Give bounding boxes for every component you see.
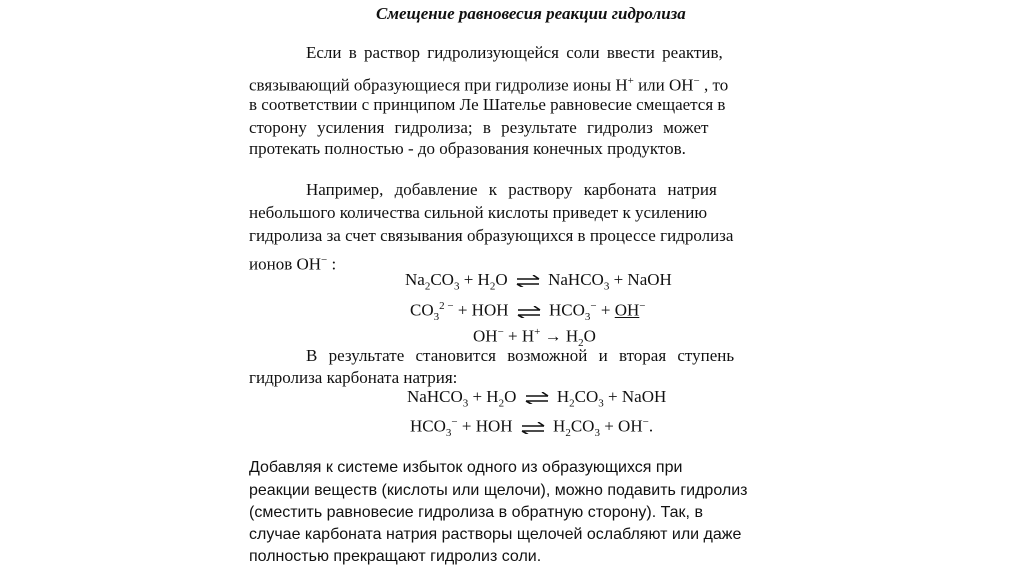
para4-line-2: реакции веществ (кислоты или щелочи), можно подавить гидролиз xyxy=(249,482,748,499)
eq5-hoh: + HOH xyxy=(457,416,513,436)
equation-5 xyxy=(410,412,653,443)
eq2-hoh: + HOH xyxy=(453,300,509,320)
eq2-charge: 2 − xyxy=(439,300,454,312)
equilibrium-arrows-icon xyxy=(520,422,546,434)
eq4-sub: 2 xyxy=(569,397,575,410)
para2-line-4 xyxy=(249,250,336,275)
eq3-charge: − xyxy=(497,326,504,338)
eq1-nahco: NaHCO xyxy=(548,270,604,289)
para1-line-1: Если в раствор гидролизующейся соли ввести реактив, xyxy=(306,43,723,62)
eq4-naoh: + NaOH xyxy=(603,387,667,406)
eq1-sub: 2 xyxy=(424,280,431,293)
h-plus-sup: + xyxy=(627,75,634,87)
eq1-naoh: + NaOH xyxy=(609,270,672,289)
para4-line-4: случае карбоната натрия растворы щелочей ослабляют или даже xyxy=(249,526,742,543)
ions-oh-end: : xyxy=(327,254,337,274)
eq1-sub: 2 xyxy=(489,280,496,293)
eq3-plus-h: + H xyxy=(503,326,535,346)
oh-minus-sup: − xyxy=(693,75,700,87)
eq5-charge: − xyxy=(451,416,458,428)
eq2-sub: 3 xyxy=(584,311,591,324)
eq5-sub: 3 xyxy=(445,427,452,440)
para1-or-oh: или OH xyxy=(633,75,694,95)
eq5-h: H xyxy=(553,416,566,436)
eq1-plus-h: + H xyxy=(459,270,490,289)
ions-oh-minus: − xyxy=(321,254,328,266)
eq1-sub: 3 xyxy=(603,280,610,293)
eq3-sub: 2 xyxy=(578,337,584,350)
para4-line-5: полностью прекращают гидролиз соли. xyxy=(249,548,542,565)
equation-4 xyxy=(407,387,666,413)
eq1-co: CO xyxy=(430,270,454,289)
eq2-plus: + xyxy=(596,300,615,320)
eq5-hco: HCO xyxy=(410,416,446,436)
eq5-co: CO xyxy=(570,416,595,436)
eq2-sub: 3 xyxy=(433,311,440,324)
eq4-sub: 3 xyxy=(598,397,604,410)
eq4-sub: 3 xyxy=(462,397,469,410)
para1-line-3: в соответствии с принципом Ле Шателье равновесие смещается в xyxy=(249,95,726,114)
eq3-o: O xyxy=(583,326,596,346)
eq5-plus-oh: + OH xyxy=(599,416,643,436)
para2-line-1: Например, добавление к раствору карбоната натрия xyxy=(306,180,717,199)
eq4-plus-h: + H xyxy=(468,387,499,406)
eq4-o: O xyxy=(504,387,517,406)
para1-line-2-text: связывающий образующиеся при гидролизе ионы H xyxy=(249,75,628,95)
eq5-sub: 2 xyxy=(565,427,571,440)
document-title: Смещение равновесия реакции гидролиза xyxy=(376,4,686,23)
para1-line-4: сторону усиления гидролиза; в результате гидролиз может xyxy=(249,118,709,137)
para1-line-2 xyxy=(249,71,728,96)
eq1-sub: 3 xyxy=(453,280,460,293)
eq2-charge: − xyxy=(639,300,646,312)
para1-line-2-end: , то xyxy=(699,75,729,95)
eq3-oh: OH xyxy=(473,326,498,346)
eq3-h: H xyxy=(565,326,579,346)
eq5-sub: 3 xyxy=(594,427,600,440)
para3-line-1: В результате становится возможной и вторая ступень xyxy=(306,346,735,365)
equation-1 xyxy=(405,270,672,296)
para3-line-2: гидролиза карбоната натрия: xyxy=(249,368,458,387)
equilibrium-arrows-icon xyxy=(524,392,550,404)
para2-line-3: гидролиза за счет связывания образующихся в процессе гидролиза xyxy=(249,226,734,245)
eq1-o: O xyxy=(495,270,508,289)
eq4-nahco: NaHCO xyxy=(407,387,463,406)
para2-line-2: небольшого количества сильной кислоты приведет к усилению xyxy=(249,203,708,222)
eq5-period: . xyxy=(648,416,654,436)
eq2-hco: HCO xyxy=(549,300,585,320)
equilibrium-arrows-icon xyxy=(516,306,542,318)
ions-oh-text: ионов OH xyxy=(249,254,322,274)
para1-line-5: протекать полностью - до образования конечных продуктов. xyxy=(249,139,686,158)
eq4-h: H xyxy=(556,387,570,406)
equilibrium-arrows-icon xyxy=(515,275,541,287)
eq3-charge: + xyxy=(534,326,541,338)
eq4-co: CO xyxy=(574,387,599,406)
para4-line-3: (сместить равновесие гидролиза в обратную сторону). Так, в xyxy=(249,504,703,521)
eq1-na: Na xyxy=(405,270,425,289)
eq2-co: CO xyxy=(410,300,434,320)
eq5-charge: − xyxy=(642,416,649,428)
para4-line-1: Добавляя к системе избыток одного из образующихся при xyxy=(249,459,683,476)
eq3-arrow: → xyxy=(540,326,566,346)
eq2-oh-underlined: OH xyxy=(614,300,640,320)
eq2-charge: − xyxy=(590,300,597,312)
eq4-sub: 2 xyxy=(498,397,505,410)
